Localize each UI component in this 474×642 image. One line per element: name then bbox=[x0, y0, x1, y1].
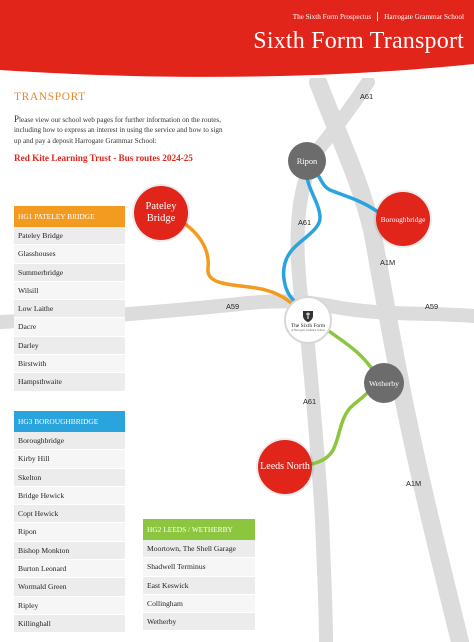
road-label-a1m: A1M bbox=[406, 479, 422, 488]
route-hg1-line bbox=[176, 218, 298, 310]
road-a1m bbox=[318, 82, 460, 642]
header-curve bbox=[0, 60, 474, 78]
node-pateley-bridge: Pateley Bridge bbox=[134, 186, 188, 240]
stop-row: Wormald Green bbox=[14, 578, 125, 596]
prospectus-label: The Sixth Form Prospectus bbox=[292, 12, 372, 21]
stop-row: Darley bbox=[14, 337, 125, 355]
route-table-hg2 bbox=[143, 519, 255, 631]
intro-dropcap: P bbox=[14, 114, 20, 124]
node-ripon: Ripon bbox=[288, 142, 326, 180]
stop-row: Bishop Monkton bbox=[14, 542, 125, 560]
road-label-a61: A61 bbox=[298, 218, 312, 227]
stop-row: Collingham bbox=[143, 595, 255, 613]
stop-row: East Keswick bbox=[143, 577, 255, 595]
route-table-header: HG1 PATELEY BRIDGE bbox=[14, 206, 125, 227]
route-table-header: HG3 BOROUGHBRIDGE bbox=[14, 411, 125, 432]
stop-row: Glasshouses bbox=[14, 245, 125, 263]
road-label-a61: A61 bbox=[360, 92, 374, 101]
stop-row: Copt Hewick bbox=[14, 505, 125, 523]
stop-row: Dacre bbox=[14, 318, 125, 336]
stop-row: Skelton bbox=[14, 469, 125, 487]
stop-row: Ripon bbox=[14, 523, 125, 541]
road-label-a59: A59 bbox=[425, 302, 439, 311]
stop-row: Summerbridge bbox=[14, 264, 125, 282]
stop-row: Burton Leonard bbox=[14, 560, 125, 578]
node-boroughbridge: Boroughbridge bbox=[376, 192, 430, 246]
header-top-line bbox=[293, 12, 464, 21]
road-label-a59: A59 bbox=[226, 302, 240, 311]
road-label-a61: A61 bbox=[303, 397, 317, 406]
school-label: Harrogate Grammar School bbox=[384, 12, 464, 21]
page-title: Sixth Form Transport bbox=[253, 28, 464, 54]
stop-row: Moortown, The Shell Garage bbox=[143, 540, 255, 558]
school-subtitle: at Harrogate Grammar School bbox=[291, 328, 325, 332]
school-marker bbox=[284, 296, 332, 344]
school-name: The Sixth Form bbox=[290, 322, 326, 329]
stop-row: Wilsill bbox=[14, 282, 125, 300]
stop-row: Wetherby bbox=[143, 613, 255, 631]
stop-row: Bridge Hewick bbox=[14, 487, 125, 505]
school-crest-icon bbox=[301, 309, 315, 323]
stop-row: Low Laithe bbox=[14, 300, 125, 318]
stop-row: Shadwell Terminus bbox=[143, 558, 255, 576]
stop-row: Killinghall bbox=[14, 615, 125, 633]
route-table-hg1 bbox=[14, 206, 125, 392]
route-table-header: HG2 LEEDS / WETHERBY bbox=[143, 519, 255, 540]
routes-heading: Red Kite Learning Trust - Bus routes 2024-25 bbox=[14, 153, 193, 163]
stop-row: Boroughbridge bbox=[14, 432, 125, 450]
stop-row: Pateley Bridge bbox=[14, 227, 125, 245]
stop-row: Birstwith bbox=[14, 355, 125, 373]
header-separator bbox=[377, 12, 378, 21]
header-banner bbox=[0, 0, 474, 78]
section-heading: TRANSPORT bbox=[14, 91, 86, 103]
stop-row: Kirby Hill bbox=[14, 450, 125, 468]
intro-paragraph bbox=[14, 114, 228, 146]
stop-row: Ripley bbox=[14, 597, 125, 615]
route-table-hg3 bbox=[14, 411, 125, 633]
road-label-a1m: A1M bbox=[380, 258, 396, 267]
stop-row: Hampsthwaite bbox=[14, 373, 125, 391]
node-leeds-north: Leeds North bbox=[258, 440, 312, 494]
node-wetherby: Wetherby bbox=[364, 363, 404, 403]
intro-body: lease view our school web pages for further information on the routes, including how to express an interest in using the service and how to sign up and pay a deposit Harrogate Grammar School: bbox=[14, 116, 223, 145]
